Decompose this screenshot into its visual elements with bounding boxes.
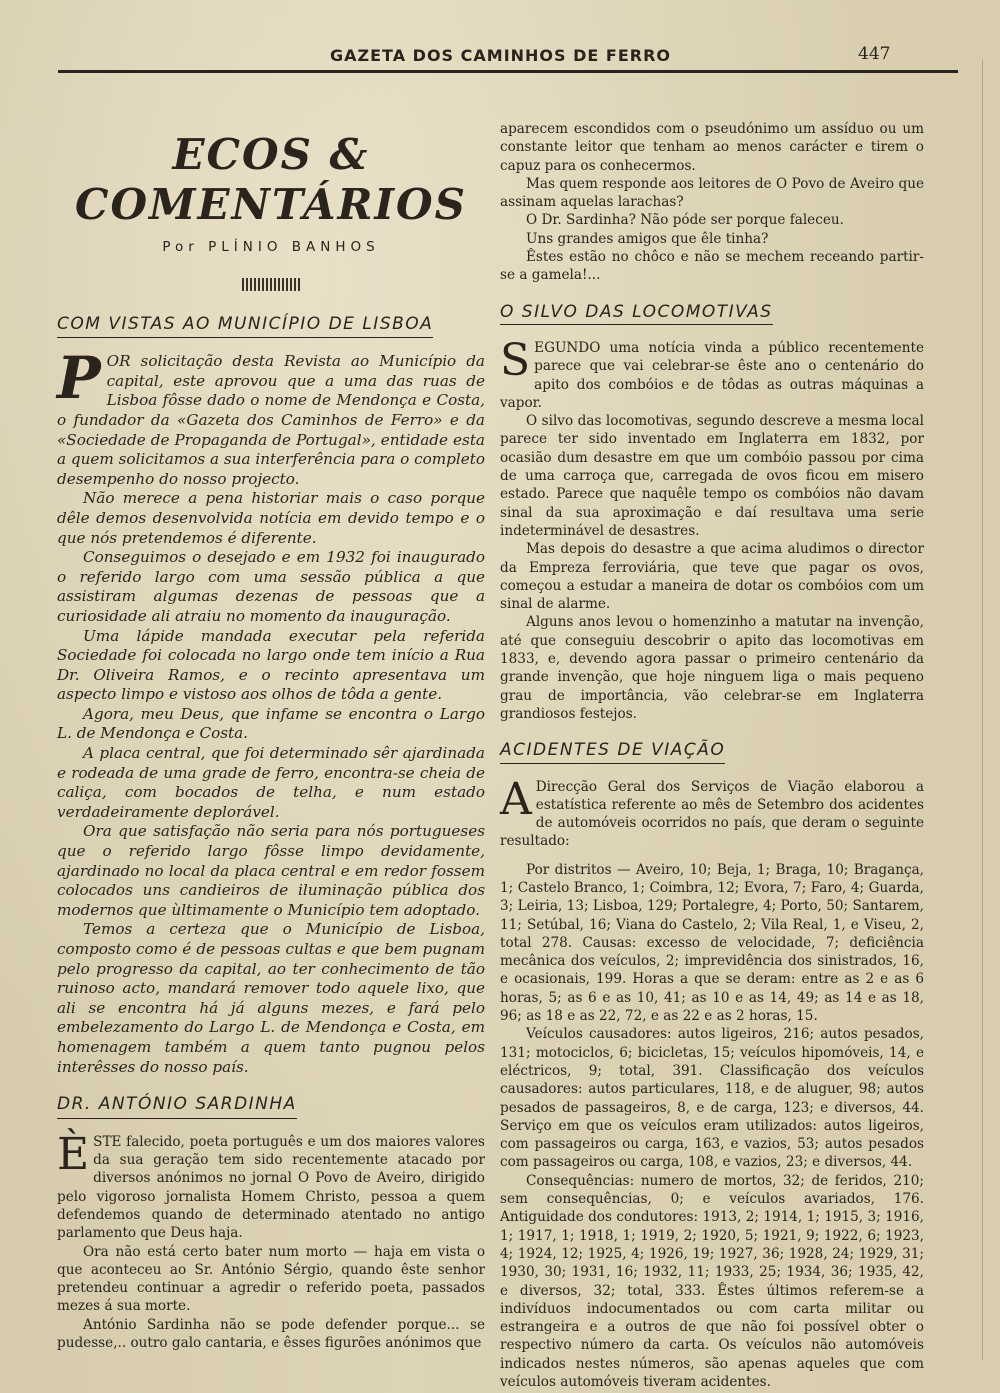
dropcap: S — [500, 334, 531, 386]
paragraph: Uma lápide mandada executar pela referida Sociedade foi colocada no largo onde tem início a Rua Dr. Oliveira Ramos, e o recinto apresentava um aspecto limpo e vistoso aos olhos de tôda a gente. — [57, 626, 485, 704]
paragraph: Conseguimos o desejado e em 1932 foi inaugurado o referido largo com uma sessão pública a que assistiram algumas dezenas de pessoas que a curiosidade ali atraiu no momento da inauguração. — [57, 548, 485, 625]
paragraph: Ora não está certo bater num morto — haja em vista o que aconteceu ao Sr. António Sérgio, quando êste senhor pretendeu continuar a agredir o referido poeta, passados mezes á sua morte. — [57, 1243, 485, 1315]
paragraph: Não merece a pena historiar mais o caso porque dêle demos desenvolvida notícia em devido tempo e o que nós pretendemos é diferente. — [57, 489, 485, 547]
page-edge-line — [982, 60, 983, 1360]
dropcap: È — [57, 1128, 90, 1180]
paragraph: Alguns anos levou o homenzinho a matutar na invenção, até que conseguiu descobrir o apito das locomotivas em 1833, e, devendo agora passar o primeiro centenário da grande invenção, que hoje ninguem liga o mais pequeno grau de importância, vão celebrar-se em Inglaterra grandiosos festejos. — [500, 614, 924, 722]
section-body-lisboa — [57, 344, 485, 1077]
decorative-ornament — [242, 278, 300, 291]
right-column — [500, 120, 924, 1391]
paragraph: Direcção Geral dos Serviços de Viação elaborou a estatística referente ao mês de Setembro dos acidentes de automóveis ocorridos no país, que deram o seguinte resultado: — [500, 778, 924, 850]
article-byline: Por PLÍNIO BANHOS — [162, 239, 380, 255]
section-body-silvo — [500, 334, 924, 723]
paragraph: Mas quem responde aos leitores de O Povo de Aveiro que assinam aquelas larachas? — [500, 175, 924, 211]
paragraph: Mas depois do desastre a que acima aludimos o director da Empreza ferroviária, que teve que pagar os ovos, começou a estudar a maneira de dotar os combóios com um sinal de alarme. — [500, 541, 924, 613]
paragraph: Temos a certeza que o Município de Lisboa, composto como é de pessoas cultas e que bem pugnam pelo progresso da capital, ao ter conhecimento de tão ruinoso acto, mandará remover todo aquele lixo, que ali se encontra há já alguns mezes, e fará pelo embelezamento do Largo L. de Mendonça e Costa, em homenagem também a quem tanto pugnou pelos interêsses do nosso país. — [57, 920, 485, 1076]
dropcap: A — [500, 773, 532, 825]
paragraph: EGUNDO uma notícia vinda a público recentemente parece que vai celebrar-se êste ano o centenário do apito dos combóios e de tôdas as outras máquinas a vapor. — [500, 339, 924, 411]
section-heading-silvo: O SILVO DAS LOCOMOTIVAS — [500, 303, 773, 325]
section-body-acidentes — [500, 773, 924, 1392]
paragraph: Êstes estão no chôco e não se mechem receando partir-se a gamela!... — [500, 249, 924, 284]
paragraph: STE falecido, poeta português e um dos maiores valores da sua geração tem sido recentemente atacado por diversos anónimos no jornal O Povo de Aveiro, dirigido pelo vigoroso jornalista Homem Christo, pessoa a quem defendemos quando de determinado atentado no antigo parlamento que Deus haja. — [57, 1133, 485, 1242]
left-column — [57, 120, 485, 1352]
paragraph: aparecem escondidos com o pseudónimo um assíduo ou um constante leitor que tenham ao menos carácter e tirem o capuz para os conhecermos. — [500, 121, 924, 174]
paragraph: A placa central, que foi determinado sêr ajardinada e rodeada de uma grade de ferro, encontra-se cheia de caliça, com bocados de telha, e num estado verdadeiramente deplorável. — [57, 744, 485, 821]
article-title: ECOS & COMENTÁRIOS — [75, 130, 467, 229]
header-rule — [58, 70, 958, 73]
paragraph: Agora, meu Deus, que infame se encontra o Largo L. de Mendonça e Costa. — [57, 704, 485, 743]
paragraph: António Sardinha não se pode defender porque... se pudesse,.. outro galo cantaria, e êsses figurões anónimos que — [57, 1316, 485, 1352]
paragraph: O Dr. Sardinha? Não póde ser porque faleceu. — [526, 212, 844, 229]
paragraph: Por distritos — Aveiro, 10; Beja, 1; Braga, 10; Bragança, 1; Castelo Branco, 1; Coimbra, 12; Evora, 7; Faro, 4; Guarda, 3; Leiria, 13; Lisboa, 129; Portalegre, 4; Porto, 50; Santarem, 11; Setúbal, 16; Viana do Castelo, 2; Vila Real, 1, e Viseu, 2, total 278. Causas: excesso de velocidade, 7; deficiência mecânica dos veículos, 2; imprevidência dos sinistrados, 16, e ocasionais, 199. Horas a que se deram: entre as 2 e as 6 horas, 5; as 6 e as 10, 41; as 10 e as 14, 49; as 14 e as 18, 96; as 18 e as 22, 72, e as 22 e as 2 horas, 15. — [500, 861, 924, 1025]
section-heading-sardinha: DR. ANTÓNIO SARDINHA — [57, 1095, 297, 1119]
paragraph: Consequências: numero de mortos, 32; de feridos, 210; sem consequências, 0; e veículos avariados, 176. Antiguidade dos condutores: 1913, 2; 1914, 1; 1915, 3; 1916, 1; 1917, 1; 1918, 1; 1919, 2; 1920, 5; 1921, 9; 1922, 6; 1923, 4; 1924, 12; 1925, 4; 1926, 19; 1927, 36; 1928, 24; 1929, 31; 1930, 30; 1931, 16; 1932, 11; 1933, 25; 1934, 36; 1935, 42, e diversos, 32; total, 333. Êstes últimos referem-se a indivíduos indocumentados ou com carta militar ou estrangeira e a outros de que não foi possível obter o respectivo número da carta. Os veículos não automóveis indicados nestes números, são apenas aqueles que com veículos automóveis tiveram acidentes. — [500, 1172, 924, 1390]
paragraph: Ora que satisfação não seria para nós portugueses que o referido largo fôsse limpo devidamente, ajardinado no local da placa central e em redor fossem colocados uns candieiros de iluminação pública dos modernos que ùltimamente o Município tem adoptado. — [57, 822, 485, 919]
paragraph: O silvo das locomotivas, segundo descreve a mesma local parece ter sido inventado em Inglaterra em 1832, por ocasião dum desastre em que um combóio passou por cima de uma carroça que, carregada de ovos ficou em misero estado. Parece que naquêle tempo os combóios não davam sinal da sua aproximação e daí resultava uma serie indeterminável de desastres. — [500, 413, 924, 539]
section-heading-acidentes: ACIDENTES DE VIAÇÃO — [500, 741, 725, 763]
dropcap: P — [57, 344, 101, 413]
paragraph: Veículos causadores: autos ligeiros, 216; autos pesados, 131; motociclos, 6; bicicletas, 15; veículos hipomóveis, 14, e eléctricos, 9; total, 391. Classificação dos veículos causadores: autos particulares, 118, e de aluguer, 98; autos pesados de passageiros, 8, e de carga, 123; e diversos, 44. Serviço em que os veículos eram utilizados: autos ligeiros, com passageiros ou carga, 163, e vazios, 53; autos pesados com passageiros ou carga, 108, e vazios, 23; e diversos, 44. — [500, 1026, 924, 1171]
section-body-sardinha — [57, 1128, 485, 1353]
section-heading-lisboa: COM VISTAS AO MUNICÍPIO DE LISBOA — [57, 315, 433, 339]
page-number: 447 — [858, 44, 891, 64]
running-header-title: GAZETA DOS CAMINHOS DE FERRO — [330, 46, 672, 65]
paragraph: OR solicitação desta Revista ao Município da capital, este aprovou que a uma das ruas de Lisboa fôsse dado o nome de Mendonça e Costa, o fundador da «Gazeta dos Caminhos de Ferro» e da «Sociedade de Propaganda de Portugal», entidade esta a quem solicitamos a sua interferência para o completo desempenho do nosso projecto. — [57, 352, 485, 488]
paragraph: Uns grandes amigos que êle tinha? — [526, 230, 769, 247]
